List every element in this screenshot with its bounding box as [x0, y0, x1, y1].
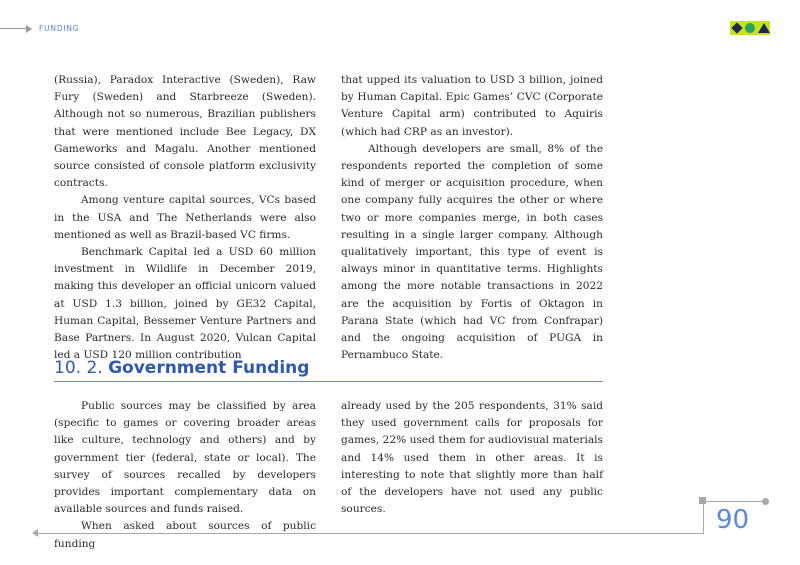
- paragraph: Benchmark Capital led a USD 60 million investment in Wildlife in December 2019, making this developer an official unicorn valued at USD 1.3 billion, joined by GE32 Capital, Human Capital, Bessemer Venture Partners and Base Partners. In August 2020, Vulcan Capital led a USD 120 million contribution: [54, 246, 316, 362]
- paragraph: Although developers are small, 8% of the respondents reported the completion of some kind of merger or acquisition procedure, when one company fully acquires the other or where two or more companies merge, in both cases resulting in a single larger company. Although qualitatively important, this type of event is always minor in quantitative terms. Highlights among the more notable transactions in 2022 are the acquisition by Fortis of Oktagon in Parana State (which had VC from Confrapar) and the ongoing acquisition of PUGA in Pernambuco State.: [341, 142, 603, 362]
- section-label: FUNDING: [39, 24, 80, 33]
- diamond-icon: [731, 22, 742, 33]
- header-rule: [0, 28, 28, 29]
- paragraph: Among venture capital sources, VCs based in the USA and The Netherlands were also mentioned as well as Brazil-based VC firms.: [54, 194, 316, 241]
- section-title: Government Funding: [108, 358, 310, 378]
- paragraph: Public sources may be classified by area (specific to games or covering broader areas like culture, technology and others) and by government tier (federal, state or local). The survey of sources recalled by developers provides important complementary data on available sources and funds raised.: [54, 400, 316, 516]
- top-column-left: [54, 72, 316, 364]
- decorative-shapes: [730, 21, 770, 35]
- footer-vertical-rule: [703, 501, 704, 534]
- footer-square-icon: [699, 497, 706, 504]
- top-column-right: [341, 72, 603, 364]
- footer-dot-icon: [762, 498, 769, 505]
- bottom-column-left: [54, 398, 316, 553]
- paragraph: When asked about sources of public funding: [54, 520, 316, 550]
- header-arrow-icon: [26, 25, 32, 33]
- section-rule: [54, 381, 603, 382]
- paragraph: that upped its valuation to USD 3 billion, joined by Human Capital. Epic Games’ CVC (Corporate Venture Capital arm) contributed to Aquiris (which had CRP as an investor).: [341, 74, 603, 138]
- section-heading: [54, 358, 309, 378]
- triangle-icon: [758, 23, 770, 33]
- paragraph: (Russia), Paradox Interactive (Sweden), Raw Fury (Sweden) and Starbreeze (Sweden). Although not so numerous, Brazilian publishers that were mentioned include Bee Legacy, DX Gameworks and Magalu. Another mentioned source consisted of console platform exclusivity contracts.: [54, 74, 316, 190]
- circle-icon: [745, 23, 755, 33]
- section-number: 10. 2.: [54, 358, 103, 378]
- footer-top-rule: [703, 501, 765, 502]
- paragraph: already used by the 205 respondents, 31% said they used government calls for proposals for games, 22% used them for audiovisual materials and 14% used them in other areas. It is interesting to note that slightly more than half of the developers have not used any public sources.: [341, 400, 603, 516]
- bottom-column-right: [341, 398, 603, 518]
- footer-rule: [37, 533, 704, 534]
- page-number: 90: [716, 505, 750, 535]
